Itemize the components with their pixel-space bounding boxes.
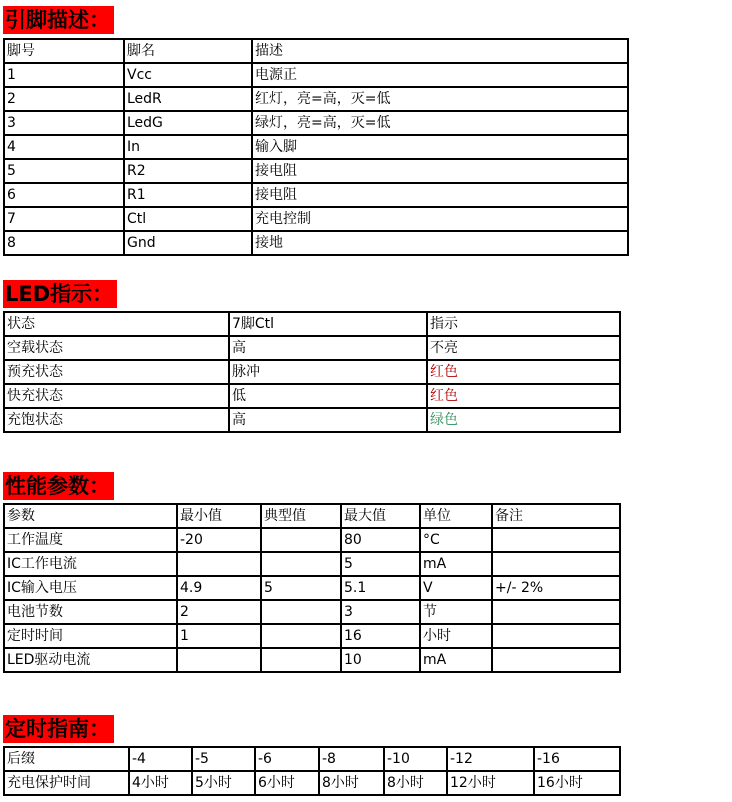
perf-cell: 参数 [4, 504, 177, 528]
pin-cell: 2 [4, 87, 124, 111]
pin-cell: Gnd [124, 231, 252, 255]
timer-cell: -4 [129, 747, 192, 771]
perf-cell: -20 [177, 528, 261, 552]
perf-cell [177, 552, 261, 576]
pin-table-row [4, 63, 628, 87]
led-cell: 充饱状态 [4, 408, 229, 432]
perf-cell: 5 [261, 576, 341, 600]
led-cell: 红色 [427, 360, 620, 384]
pin-cell: 接电阻 [252, 159, 628, 183]
timer-cell: 4小时 [129, 771, 192, 795]
pin-cell: Vcc [124, 63, 252, 87]
perf-cell [261, 648, 341, 672]
timer-cell: 后缀 [4, 747, 129, 771]
led-header-row [4, 312, 620, 336]
pin-cell: 4 [4, 135, 124, 159]
timer-cell: -8 [319, 747, 384, 771]
pin-cell: 输入脚 [252, 135, 628, 159]
pin-cell: 3 [4, 111, 124, 135]
pin-cell: 描述 [252, 39, 628, 63]
pin-cell: 6 [4, 183, 124, 207]
led-cell: 红色 [427, 384, 620, 408]
perf-cell: 小时 [420, 624, 492, 648]
pin-cell: 脚号 [4, 39, 124, 63]
perf-cell: 单位 [420, 504, 492, 528]
timer-cell: 5小时 [192, 771, 255, 795]
perf-table-row [4, 576, 620, 600]
perf-cell: 3 [341, 600, 420, 624]
perf-cell: LED驱动电流 [4, 648, 177, 672]
pin-table-row [4, 111, 628, 135]
pin-header-row [4, 39, 628, 63]
perf-cell: mA [420, 648, 492, 672]
pin-cell: R1 [124, 183, 252, 207]
perf-cell [492, 600, 620, 624]
perf-cell: mA [420, 552, 492, 576]
pin-cell: LedR [124, 87, 252, 111]
perf-cell: IC输入电压 [4, 576, 177, 600]
pin-cell: 红灯，亮=高，灭=低 [252, 87, 628, 111]
perf-cell: 节 [420, 600, 492, 624]
perf-cell [261, 600, 341, 624]
perf-cell [177, 648, 261, 672]
perf-cell [492, 552, 620, 576]
pin-section-heading: 引脚描述： [3, 6, 114, 34]
pin-cell: R2 [124, 159, 252, 183]
perf-cell: 16 [341, 624, 420, 648]
timer-table [3, 746, 621, 796]
perf-cell [261, 624, 341, 648]
led-cell: 7脚Ctl [229, 312, 427, 336]
perf-section-heading: 性能参数： [3, 472, 114, 500]
timer-cell: 充电保护时间 [4, 771, 129, 795]
led-section-heading: LED指示： [3, 280, 117, 308]
led-cell: 高 [229, 336, 427, 360]
perf-cell: 最大值 [341, 504, 420, 528]
perf-cell: 80 [341, 528, 420, 552]
pin-table-row [4, 135, 628, 159]
perf-header-row [4, 504, 620, 528]
pin-table-row [4, 231, 628, 255]
led-table [3, 311, 621, 433]
pin-table-row [4, 183, 628, 207]
perf-cell [492, 528, 620, 552]
pin-cell: 绿灯，亮=高，灭=低 [252, 111, 628, 135]
perf-table-row [4, 624, 620, 648]
timer-table-row [4, 771, 620, 795]
timer-table-row [4, 747, 620, 771]
led-table-row [4, 360, 620, 384]
pin-table-body [4, 39, 628, 255]
timer-table-body [4, 747, 620, 795]
perf-cell: 2 [177, 600, 261, 624]
led-cell: 空载状态 [4, 336, 229, 360]
led-cell: 脉冲 [229, 360, 427, 384]
perf-table-row [4, 600, 620, 624]
led-cell: 快充状态 [4, 384, 229, 408]
led-cell: 状态 [4, 312, 229, 336]
pin-cell: LedG [124, 111, 252, 135]
pin-cell: 充电控制 [252, 207, 628, 231]
perf-cell: 最小值 [177, 504, 261, 528]
led-cell: 低 [229, 384, 427, 408]
timer-cell: -6 [255, 747, 319, 771]
timer-cell: 12小时 [447, 771, 534, 795]
perf-cell: +/- 2% [492, 576, 620, 600]
perf-cell: 10 [341, 648, 420, 672]
perf-cell: 典型值 [261, 504, 341, 528]
pin-cell: 7 [4, 207, 124, 231]
perf-cell [261, 528, 341, 552]
led-cell: 预充状态 [4, 360, 229, 384]
pin-table-row [4, 207, 628, 231]
perf-cell [261, 552, 341, 576]
led-cell: 不亮 [427, 336, 620, 360]
pin-table-row [4, 87, 628, 111]
led-table-row [4, 336, 620, 360]
pin-cell: In [124, 135, 252, 159]
timer-cell: -12 [447, 747, 534, 771]
timer-cell: 6小时 [255, 771, 319, 795]
perf-cell: 备注 [492, 504, 620, 528]
perf-cell: 4.9 [177, 576, 261, 600]
led-cell: 高 [229, 408, 427, 432]
timer-cell: -16 [534, 747, 620, 771]
perf-cell: °C [420, 528, 492, 552]
timer-cell: 8小时 [319, 771, 384, 795]
perf-table-body [4, 504, 620, 672]
led-table-row [4, 384, 620, 408]
perf-table-row [4, 552, 620, 576]
perf-cell: 工作温度 [4, 528, 177, 552]
perf-table [3, 503, 621, 673]
perf-cell [492, 648, 620, 672]
perf-cell: 1 [177, 624, 261, 648]
perf-cell: 定时时间 [4, 624, 177, 648]
pin-cell: Ctl [124, 207, 252, 231]
perf-table-row [4, 528, 620, 552]
perf-cell [492, 624, 620, 648]
perf-cell: 5.1 [341, 576, 420, 600]
timer-cell: -10 [384, 747, 447, 771]
timer-cell: 8小时 [384, 771, 447, 795]
led-cell: 绿色 [427, 408, 620, 432]
pin-table-row [4, 159, 628, 183]
pin-cell: 5 [4, 159, 124, 183]
pin-cell: 电源正 [252, 63, 628, 87]
led-table-body [4, 312, 620, 432]
perf-cell: 电池节数 [4, 600, 177, 624]
led-cell: 指示 [427, 312, 620, 336]
perf-cell: IC工作电流 [4, 552, 177, 576]
timer-cell: 16小时 [534, 771, 620, 795]
pin-cell: 接地 [252, 231, 628, 255]
pin-cell: 脚名 [124, 39, 252, 63]
timer-section-heading: 定时指南： [3, 715, 114, 743]
pin-cell: 8 [4, 231, 124, 255]
perf-table-row [4, 648, 620, 672]
pin-table [3, 38, 629, 256]
timer-cell: -5 [192, 747, 255, 771]
pin-cell: 1 [4, 63, 124, 87]
led-table-row [4, 408, 620, 432]
perf-cell: V [420, 576, 492, 600]
pin-cell: 接电阻 [252, 183, 628, 207]
perf-cell: 5 [341, 552, 420, 576]
